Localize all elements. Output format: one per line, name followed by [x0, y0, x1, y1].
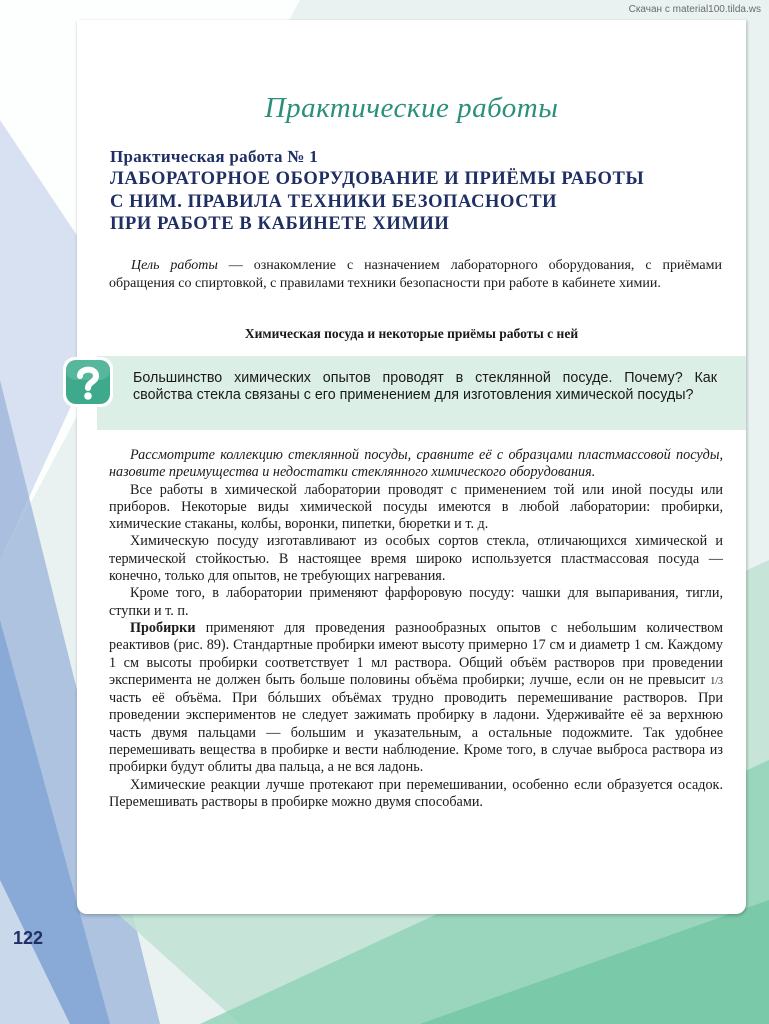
section-subheading: Химическая посуда и некоторые приёмы работы с ней: [244, 326, 579, 341]
goal-label: Цель работы: [131, 258, 218, 273]
title-line: С НИМ. ПРАВИЛА ТЕХНИКИ БЕЗОПАСНОСТИ: [110, 191, 558, 212]
page-number: 122: [13, 928, 44, 948]
paragraph: Кроме того, в лаборатории применяют фарфоровую посуду: чашки для выпаривания, тигли, ступки и т. п.: [109, 585, 723, 619]
section-title: Практические работы: [264, 92, 559, 124]
fraction: 1/3: [710, 675, 723, 687]
download-watermark: Скачан с material100.tilda.ws: [628, 4, 761, 15]
paragraph: Химическую посуду изготавливают из особых сортов стекла, отличающихся химической и термической стойкостью. В настоящее время широко используется пластмассовая посуда — конечно, только для опытов, не требующих нагревания.: [109, 533, 723, 585]
practical-work-number: Практическая работа № 1: [110, 147, 319, 166]
paragraph: Рассмотрите коллекцию стеклянной посуды, сравните её с образцами пластмассовой посуды, назовите преимущества и недостатки стеклянного химического оборудования.: [109, 447, 723, 481]
term-test-tubes: Пробирки: [130, 619, 196, 636]
textbook-page: [77, 20, 746, 914]
goal-text: — ознакомление с назначением лабораторного оборудования, с приёмами обращения со спиртовкой, с правилами техники безопасности при работе в кабинете химии.: [109, 258, 722, 291]
paragraph-part: часть её объёма. При бóльших объёмах трудно проводить перемешивание растворов. При проведении экспериментов не следует зажимать пробирку в ладони. Удерживайте её за верхнюю часть двумя пальцами — большим и указательным, а остальные подожмите. Так удобнее перемешивать вещества в пробирке и вести наблюдение. Кроме того, в случае выброса раствора из пробирки будут облиты два пальца, а не вся ладонь.: [109, 690, 723, 776]
question-icon: [62, 356, 114, 408]
body-text: [109, 447, 723, 811]
paragraph: Химические реакции лучше протекают при перемешивании, особенно если образуется осадок. Перемешивать растворы в пробирке можно двумя способами.: [109, 776, 723, 810]
paragraph-part: применяют для проведения разнообразных опытов с небольшим количеством реактивов (рис. 89). Стандартные пробирки имеют высоту примерно 17 см и диаметр 1 см. Каждому 1 см высоты пробирки соответствует 1 мл раствора. Общий объём растворов при проведении эксперимента не должен быть больше половины объёма пробирки; лучше, если он не превысит: [109, 619, 723, 688]
question-box: [97, 356, 746, 430]
title-line: ЛАБОРАТОРНОЕ ОБОРУДОВАНИЕ И ПРИЁМЫ РАБОТЫ: [110, 169, 645, 189]
title-line: ПРИ РАБОТЕ В КАБИНЕТЕ ХИМИИ: [110, 214, 450, 234]
paragraph: Все работы в химической лаборатории проводят с применением той или иной посуды или приборов. Некоторые виды химической посуды имеются в любой лаборатории: пробирки, химические стаканы, колбы, воронки, пипетки, бюретки и т. д.: [109, 481, 723, 533]
question-text: Большинство химических опытов проводят в стеклянной посуде. Почему? Как свойства стекла связаны с его применением для изготовления химической посуды?: [133, 370, 717, 403]
practical-work-heading: [110, 147, 730, 236]
paragraph-test-tubes: [109, 620, 723, 777]
work-goal: [109, 257, 722, 293]
practical-work-title: [110, 168, 730, 236]
